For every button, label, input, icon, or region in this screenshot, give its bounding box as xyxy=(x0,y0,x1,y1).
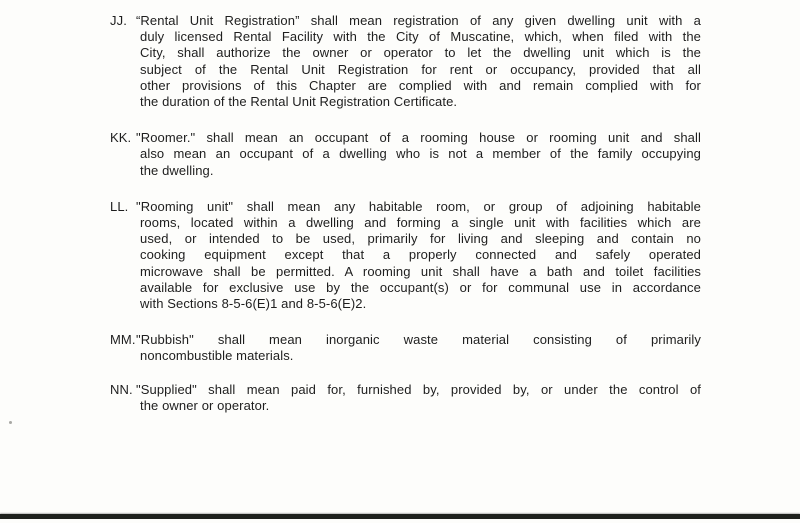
definition-line: the duration of the Rental Unit Registration Certificate. xyxy=(140,94,458,110)
definitions-list xyxy=(110,13,701,431)
scan-artifact-speck xyxy=(9,421,12,424)
definition-line: other provisions of this Chapter are complied with and remain complied with for xyxy=(140,77,701,93)
definition-line xyxy=(110,130,701,146)
definition-line-text: “Rental Unit Registration” shall mean registration of any given dwelling unit with a xyxy=(136,13,701,28)
definition-line-text: "Supplied" shall mean paid for, furnished by, provided by, or under the control of xyxy=(136,381,701,397)
page-bottom-scan-line xyxy=(0,514,800,519)
definition-line-text: "Roomer." shall mean an occupant of a rooming house or rooming unit and shall xyxy=(136,130,701,146)
definition-line: with Sections 8-5-6(E)1 and 8-5-6(E)2. xyxy=(140,296,367,312)
definition-label: KK. xyxy=(110,130,132,146)
definition-line: subject of the Rental Unit Registration for rent or occupancy, provided that all xyxy=(140,61,701,77)
definition-line xyxy=(110,382,701,398)
definition-line xyxy=(110,199,701,215)
definition-label: MM. xyxy=(110,332,136,348)
definition-label: JJ. xyxy=(110,13,127,28)
definition-line xyxy=(110,332,701,348)
definition-line xyxy=(110,13,701,29)
definition-item-mm xyxy=(110,332,701,364)
definition-line: rooms, located within a dwelling and forming a single unit with facilities which are xyxy=(140,215,701,231)
definition-label: NN. xyxy=(110,381,133,397)
definition-line: cooking equipment except that a properly connected and safely operated xyxy=(140,247,701,263)
definition-item-nn xyxy=(110,382,701,414)
definition-line: City, shall authorize the owner or operator to let the dwelling unit which is the xyxy=(140,45,701,61)
definition-line: the owner or operator. xyxy=(140,397,270,413)
definition-line: used, or intended to be used, primarily for living and sleeping and contain no xyxy=(140,231,701,247)
definition-item-ll xyxy=(110,199,701,312)
definition-line-text: "Rubbish" shall mean inorganic waste material consisting of primarily xyxy=(136,332,701,348)
definition-line-text: "Rooming unit" shall mean any habitable room, or group of adjoining habitable xyxy=(136,198,701,214)
definition-item-kk xyxy=(110,130,701,179)
definition-item-jj xyxy=(110,13,701,110)
definition-line: duly licensed Rental Facility with the City of Muscatine, which, when filed with the xyxy=(140,29,701,45)
definition-line: also mean an occupant of a dwelling who is not a member of the family occupying xyxy=(140,146,701,162)
definition-line: noncombustible materials. xyxy=(140,348,294,364)
definition-label: LL. xyxy=(110,198,129,214)
definition-line: microwave shall be permitted. A rooming unit shall have a bath and toilet facilities xyxy=(140,263,701,279)
definition-line: the dwelling. xyxy=(140,162,214,178)
definition-line: available for exclusive use by the occupant(s) or for communal use in accordance xyxy=(140,279,701,295)
